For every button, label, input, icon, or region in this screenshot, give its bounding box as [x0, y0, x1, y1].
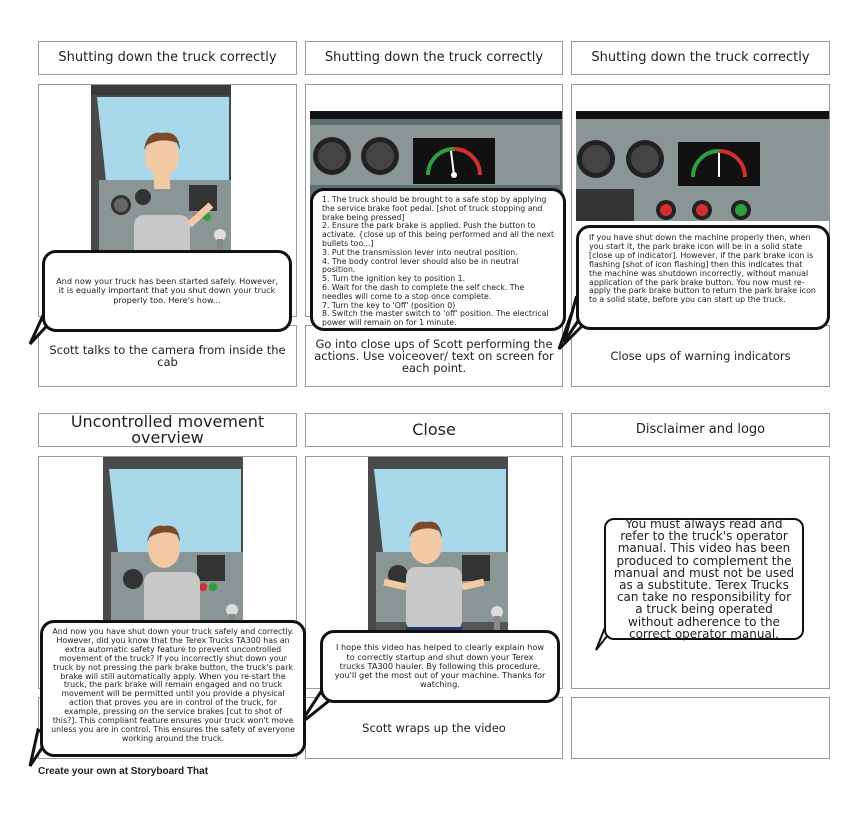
speech-bubble-6: You must always read and refer to the truck's operator manual. This video has been produced to complement the manual and must not be used as a substitute. Terex Trucks can take no responsibility for a truck being operated without adherence to the correct operator manual. — [604, 518, 804, 640]
panel1-description: Scott talks to the camera from inside the cab — [38, 325, 297, 387]
storyboard-that-footer[interactable]: Create your own at Storyboard That — [38, 766, 209, 777]
speech-bubble-5: I hope this video has helped to clearly explain how to correctly startup and shut down your Terex trucks TA300 hauler. By following this procedure, you'll get the most out of your machine. Thanks for watching. — [320, 630, 560, 703]
speech-bubble-2: 1. The truck should be brought to a safe stop by applying the service brake foot pedal. [shot of truck stopping and brake being pressed] 2. Ensure the park brake is applied. Push the button to activate. {close up of this being performed and all the next bullets too...] 3. Put the transmission lever into neutral position. 4. The body control lever should also be in neutral position. 5. Turn the ignition key to position 1. 6. Wait for the dash to complete the self check. The needles will come to a stop once complete. 7. Turn the key to 'Off' (position 0) 8. Switch the master switch to 'off' position. The electrical power will remain on for 1 minute. — [310, 188, 566, 331]
panel6-description — [571, 697, 830, 759]
panel5-description: Scott wraps up the video — [305, 697, 563, 759]
speech-bubble-3: If you have shut down the machine properly then, when you start it, the park brake icon will be in a solid state [close up of indicator]. However, if the park brake icon is flashing [shot of icon flashing] then this indicates that the machine was shutdown incorrectly, without manual application of the park brake button. You now must re-apply the park brake button to return the park brake icon to a solid state, before you can start up the truck. — [576, 225, 830, 330]
panel4-title: Uncontrolled movement overview — [38, 413, 297, 447]
panel5-title: Close — [305, 413, 563, 447]
panel6-title: Disclaimer and logo — [571, 413, 830, 447]
panel3-title: Shutting down the truck correctly — [571, 41, 830, 75]
speech-bubble-4: And now you have shut down your truck safely and correctly. However, did you know that the Terex Trucks TA300 has an extra automatic safety feature to prevent uncontrolled movement of the truck? If you incorrectly shut down your truck by not pressing the park brake button, the truck's park brake will still automatically apply. When you re-start the truck, the park brake will remain engaged and no truck movement will be permitted until you provide a physical action that proves you are in control of the truck, for example, pressing on the service brakes [cut to shot of this?]. This compliant feature ensures your truck won't move unless you are in control. This ensures the safety of everyone working around the truck. — [40, 620, 306, 757]
panel1-title: Shutting down the truck correctly — [38, 41, 297, 75]
speech-bubble-1: And now your truck has been started safely. However, it is equally important that you shut down your truck properly too. Here's how... — [42, 250, 292, 332]
panel3-description: Close ups of warning indicators — [571, 325, 830, 387]
panel2-description: Go into close ups of Scott performing the actions. Use voiceover/ text on screen for each point. — [305, 325, 563, 387]
panel2-title: Shutting down the truck correctly — [305, 41, 563, 75]
